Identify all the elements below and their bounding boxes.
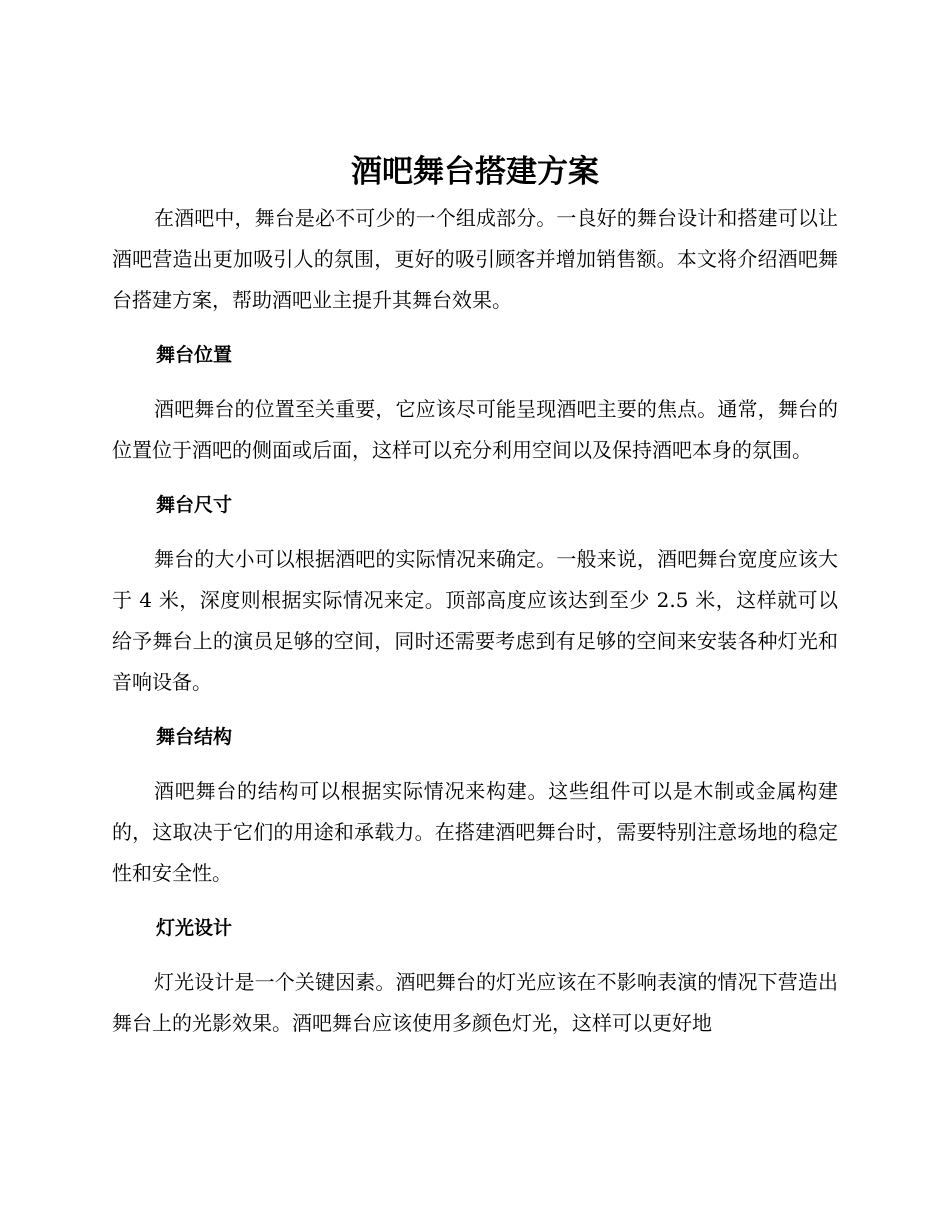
document-title: 酒吧舞台搭建方案 [351, 154, 599, 190]
section-heading-structure: 舞台结构 [156, 726, 233, 748]
intro-paragraph: 在酒吧中，舞台是必不可少的一个组成部分。一良好的舞台设计和搭建可以让酒吧营造出更加吸引人的氛围，更好的吸引顾客并增加销售额。本文将介绍酒吧舞台搭建方案，帮助酒吧业主提升其舞台效果。 [112, 206, 838, 312]
document-page [112, 148, 838, 1044]
section-body-position: 酒吧舞台的位置至关重要，它应该尽可能呈现酒吧主要的焦点。通常，舞台的位置位于酒吧的侧面或后面，这样可以充分利用空间以及保持酒吧本身的氛围。 [112, 397, 838, 462]
section-heading-position: 舞台位置 [156, 344, 233, 366]
section-body-size: 舞台的大小可以根据酒吧的实际情况来确定。一般来说，酒吧舞台宽度应该大于 4 米，深度则根据实际情况来定。顶部高度应该达到至少 2.5 米，这样就可以给予舞台上的演员足够的空间，同时还需要考虑到有足够的空间来安装各种灯光和音响设备。 [112, 547, 838, 694]
section-body-lighting: 灯光设计是一个关键因素。酒吧舞台的灯光应该在不影响表演的情况下营造出舞台上的光影效果。酒吧舞台应该使用多颜色灯光，这样可以更好地 [112, 970, 838, 1035]
section-heading-size: 舞台尺寸 [156, 494, 233, 516]
section-heading-lighting: 灯光设计 [156, 917, 233, 939]
section-body-structure: 酒吧舞台的结构可以根据实际情况来构建。这些组件可以是木制或金属构建的，这取决于它们的用途和承载力。在搭建酒吧舞台时，需要特别注意场地的稳定性和安全性。 [112, 779, 838, 885]
